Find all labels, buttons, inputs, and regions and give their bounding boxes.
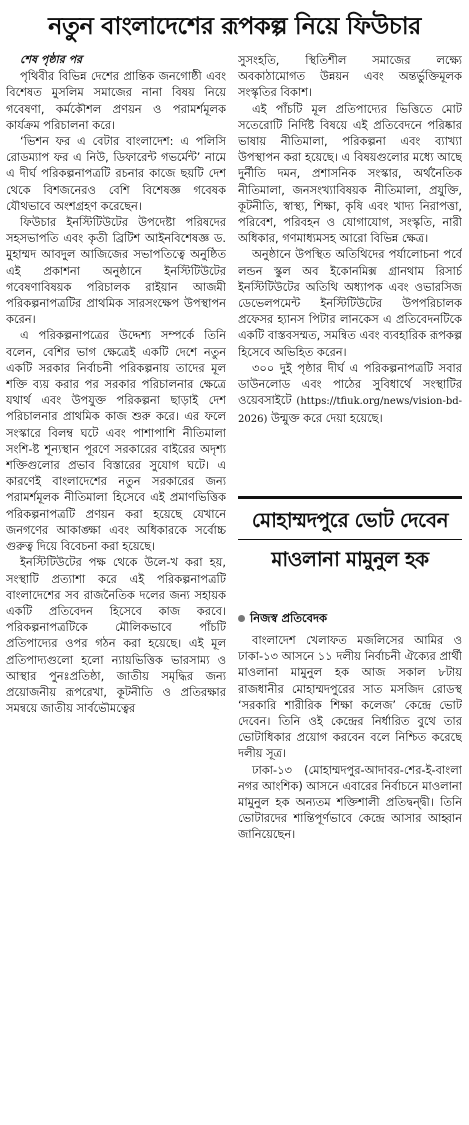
- reporter-byline: [238, 610, 462, 626]
- article-paragraph: সুসংহতি, স্থিতিশীল সমাজের লক্ষ্যে অবকাঠামোগত উন্নয়ন এবং অন্তর্ভুক্তিমূলক সংস্কৃতির বিকাশ।: [238, 53, 462, 100]
- article-paragraph: বাংলাদেশ খেলাফত মজলিসের আমির ও ঢাকা-১৩ আসনে ১১ দলীয় নির্বাচনী ঐক্যের প্রার্থী মাওলানা মামুনুল হক আজ সকাল ৮টায় রাজধানীর মোহাম্মদপুরের সাত মসজিদ রোডস্থ ‘সরকারি শারীরিক শিক্ষা কলেজ’ কেন্দ্রে ভোট দেবেন। তিনি ওই কেন্দ্রের নির্ধারিত বুথে তার ভোটাধিকার প্রয়োগ করবেন বলে নিশ্চিত করেছে দলীয় সূত্র।: [238, 633, 462, 761]
- bullet-icon: [238, 615, 245, 622]
- article-right-column: [238, 52, 462, 482]
- article-paragraph: ‘ভিশন ফর এ বেটার বাংলাদেশ: এ পলিসি রোডম্যাপ ফর এ নিউ, ডিফারেন্ট গভর্মেন্ট’ নামে এ দীর্ঘ পরিকল্পনাপত্রটি রচনার কাজে ছয়টি দেশ থেকে বিশজনেরও বেশি বিশেষজ্ঞ গবেষক যৌথভাবে অংশগ্রহণ করেছেন।: [6, 134, 226, 213]
- article-paragraph: ইনস্টিটিউটের পক্ষ থেকে উলে-খ করা হয়, সংস্থাটি প্রত্যাশা করে এই পরিকল্পনাপত্রটি বাংলাদেশের সব রাজনৈতিক দলের জন্য সহায়ক একটি প্রতিবেদন হিসেবে কাজ করবে। পরিকল্পনাপত্রটিকে মৌলিকভাবে পাঁচটি প্রতিপাদ্যের ওপর গঠন করা হয়েছে। এই মূল প্রতিপাদ্যগুলো হলো ন্যায়ভিত্তিক ভারসাম্য ও আস্থার পুনঃপ্রতিষ্ঠা, জাতীয় সমৃদ্ধির জন্য প্রয়োজনীয় রূপরেখা, কূটনীতি ও প্রতিরক্ষার সমন্বয়ে জাতীয় সার্বভৌমত্বের: [6, 555, 226, 716]
- article-paragraph: এই পাঁচটি মূল প্রতিপাদ্যের ভিত্তিতে মোট সতেরোটি নির্দিষ্ট বিষয়ে এই প্রতিবেদনে পরিষ্কার ভাষায় নীতিমালা, পরিকল্পনা এবং ব্যাখ্যা উপস্থাপন করা হয়েছে। এ বিষয়গুলোর মধ্যে আছে দুর্নীতি দমন, প্রশাসনিক সংস্কার, অর্থনৈতিক নীতিমালা, জনসংখ্যাবিষয়ক নীতিমালা, প্রযুক্তি, কূটনীতি, স্বাস্থ্য, শিক্ষা, কৃষি এবং খাদ্য নিরাপত্তা, পরিবেশ, পরিবহন ও যোগাযোগ, সংস্কৃতি, নারী অধিকার, গণমাধ্যমসহ আরো বিভিন্ন ক্ষেত্র।: [238, 101, 462, 246]
- reporter-name: নিজস্ব প্রতিবেদক: [250, 611, 328, 625]
- headline-line-1: মোহাম্মদপুরে ভোট দেবেন: [251, 508, 449, 532]
- article-text: ৩০০ দুই পৃষ্ঠার দীর্ঘ এ পরিকল্পনাপত্রটি সবার ডাউনলোড এবং পাঠের সুবিধার্থে সংস্থাটির ওয়েবসাইটে: [238, 360, 462, 408]
- article-paragraph: এ পরিকল্পনাপত্রের উদ্দেশ্য সম্পর্কে তিনি বলেন, বেশির ভাগ ক্ষেত্রেই একটি দেশে নতুন একটি সরকার নির্বাচনী পরিকল্পনায় তাদের মূল শক্তি ব্যয় করার পর সরকার পরিচালনার ক্ষেত্রে যথার্থ এবং উপযুক্ত পরিকল্পনা ছাড়াই দেশ পরিচালনার প্রাথমিক কাজ শুরু করে। এর ফলে সংস্কারে বিলম্ব ঘটে এবং পাশাপাশি নীতিমালা সংশি-ষ্ট শূন্যস্থান পূরণে সরকারের বাইরের অদৃশ্য শক্তিগুলোর প্রভাব বিস্তারের সুযোগ ঘটে। এ কারণেই বাংলাদেশের নতুন সরকারের জন্য পরামর্শমূলক নীতিমালা হিসেবে এই প্রমাণভিত্তিক পরিকল্পনাপত্রটি প্রণয়ন করা হয়েছে যেখানে জনগণের আকাঙ্ক্ষা এবং অধিকারকে সর্বোচ্চ গুরুত্ব দিয়ে বিবেচনা করা হয়েছে।: [6, 328, 226, 554]
- website-link[interactable]: (https://tfiuk.org/news/vision-bd-2026): [238, 396, 462, 426]
- article-left-column: [6, 52, 226, 1122]
- article-paragraph: ফিউচার ইনস্টিটিউটের উপদেষ্টা পরিষদের সহসভাপতি এবং কৃতী ব্রিটিশ আইনবিশেষজ্ঞ ড. মুহাম্মদ আবদুল আজিজের সভাপতিত্বে অনুষ্ঠিত এই প্রকাশনা অনুষ্ঠানে ইনস্টিটিউটের গবেষণাবিষয়ক পরিচালক রাইয়ান আজমী পরিকল্পনাপত্রটির প্রাথমিক সারসংক্ষেপ উপস্থাপন করেন।: [6, 215, 226, 327]
- article-paragraph: অনুষ্ঠানে উপস্থিত অতিথিদের পর্যালোচনা পর্বে লন্ডন স্কুল অব ইকোনমিক্স গ্রানথাম রিসার্চ ইনস্টিটিউটের অতিথি অধ্যাপক এবং ওভারসিজ ডেভেলপমেন্ট ইনস্টিটিউটের উপপরিচালক প্রফেসর হ্যানস পিটার লানকেস এ প্রতিবেদনটিকে একটি বাস্তবসম্মত, সমন্বিত এবং ব্যবহারিক রূপকল্প হিসেবে অভিহিত করেন।: [238, 247, 462, 359]
- article-paragraph: ঢাকা-১৩ (মোহাম্মদপুর-আদাবর-শের-ই-বাংলা নগর আংশিক) আসনে এবারের নির্বাচনে মাওলানা মামুনুল হক অন্যতম শক্তিশালী প্রতিদ্বন্দ্বী। তিনি ভোটারদের শান্তিপূর্ণভাবে কেন্দ্রে আসার আহ্বান জানিয়েছেন।: [238, 762, 462, 842]
- second-article-headline: [238, 496, 462, 604]
- headline-divider: [238, 539, 462, 540]
- article-headline: নতুন বাংলাদেশের রূপকল্প নিয়ে ফিউচার: [48, 12, 421, 40]
- headline-rule: [238, 496, 462, 499]
- article-paragraph: [238, 360, 462, 429]
- article-paragraph: পৃথিবীর বিভিন্ন দেশের প্রান্তিক জনগোষ্ঠী এবং বিশেষত মুসলিম সমাজের নানা বিষয় নিয়ে গবেষণা, কর্মকৌশল প্রণয়ন ও পরামর্শমূলক কার্যক্রম পরিচালনা করে।: [6, 69, 226, 132]
- headline-line-2: মাওলানা মামুনুল হক: [271, 547, 429, 571]
- continued-note: শেষ পৃষ্ঠার পর: [20, 53, 83, 66]
- article-text: উন্মুক্ত করে দেয়া হয়েছে।: [270, 411, 383, 426]
- second-article-body: [238, 632, 462, 1122]
